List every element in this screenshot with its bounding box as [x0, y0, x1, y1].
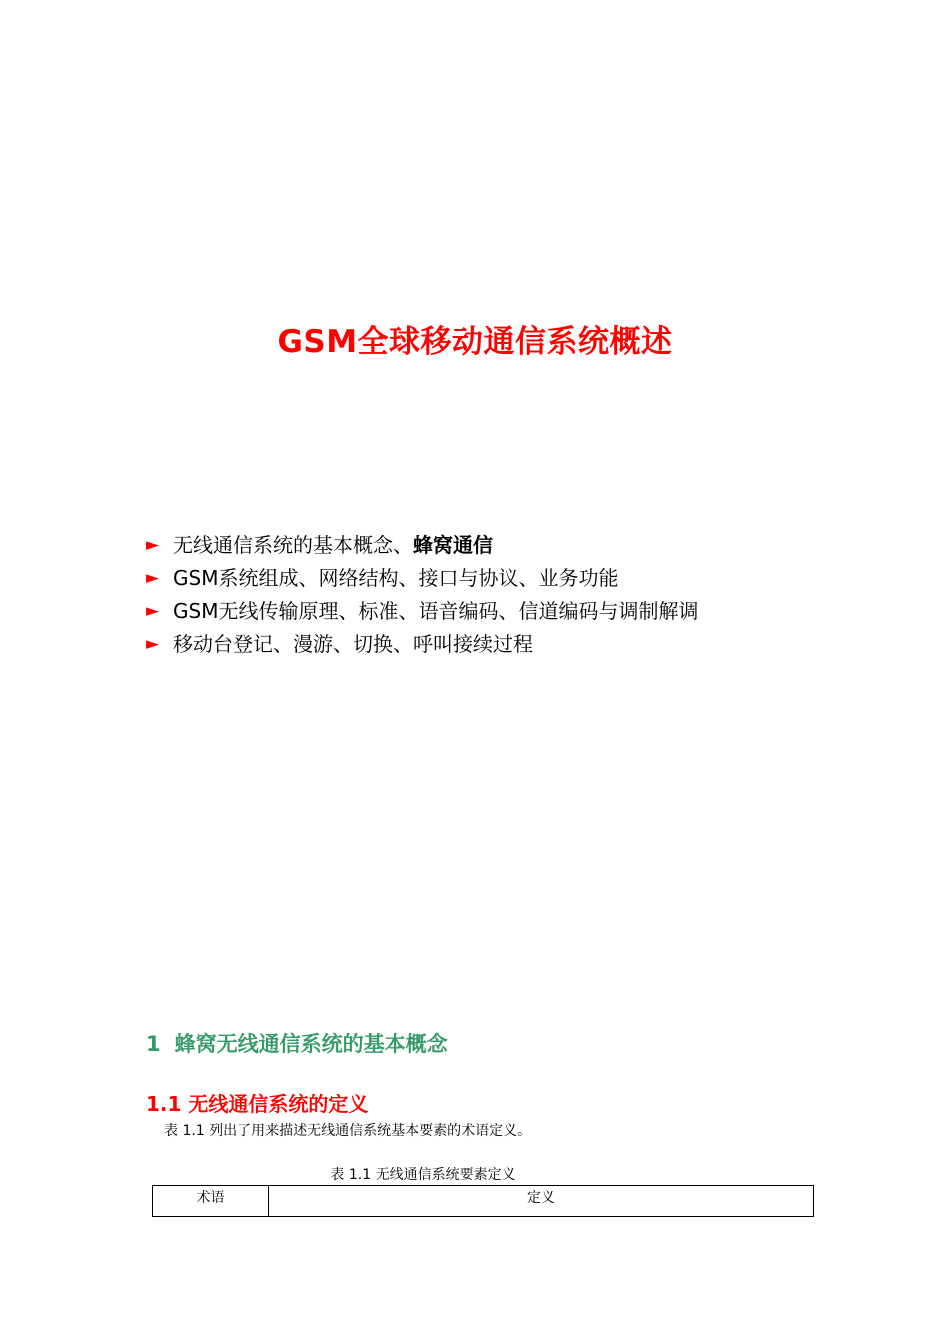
topic-item	[146, 562, 698, 595]
body-paragraph: 表 1.1 列出了用来描述无线通信系统基本要素的术语定义。	[164, 1123, 532, 1139]
topic-text-strong: 蜂窝通信	[413, 533, 493, 557]
topic-list	[146, 529, 698, 661]
topic-item	[146, 628, 698, 661]
section-title: 蜂窝无线通信系统的基本概念	[174, 1032, 448, 1056]
section-heading	[146, 1028, 448, 1058]
triangle-bullet-icon: ►	[146, 601, 160, 621]
topic-text: 无线通信系统的基本概念、	[173, 533, 413, 557]
subsection-heading: 1.1 无线通信系统的定义	[146, 1092, 369, 1116]
topic-text: 移动台登记、漫游、切换、呼叫接续过程	[173, 632, 533, 656]
topic-text: GSM系统组成、网络结构、接口与协议、业务功能	[173, 566, 619, 590]
terms-table	[152, 1185, 814, 1217]
table-header-row	[153, 1186, 814, 1217]
table-header-definition: 定义	[269, 1186, 814, 1217]
table-header-term: 术语	[153, 1186, 269, 1217]
section-number: 1	[146, 1032, 161, 1056]
topic-item	[146, 529, 698, 562]
topic-item	[146, 595, 698, 628]
document-title: GSM全球移动通信系统概述	[277, 324, 673, 360]
table-caption: 表 1.1 无线通信系统要素定义	[330, 1167, 516, 1183]
topic-text: GSM无线传输原理、标准、语音编码、信道编码与调制解调	[173, 599, 699, 623]
triangle-bullet-icon: ►	[146, 568, 160, 588]
triangle-bullet-icon: ►	[146, 535, 160, 555]
triangle-bullet-icon: ►	[146, 634, 160, 654]
